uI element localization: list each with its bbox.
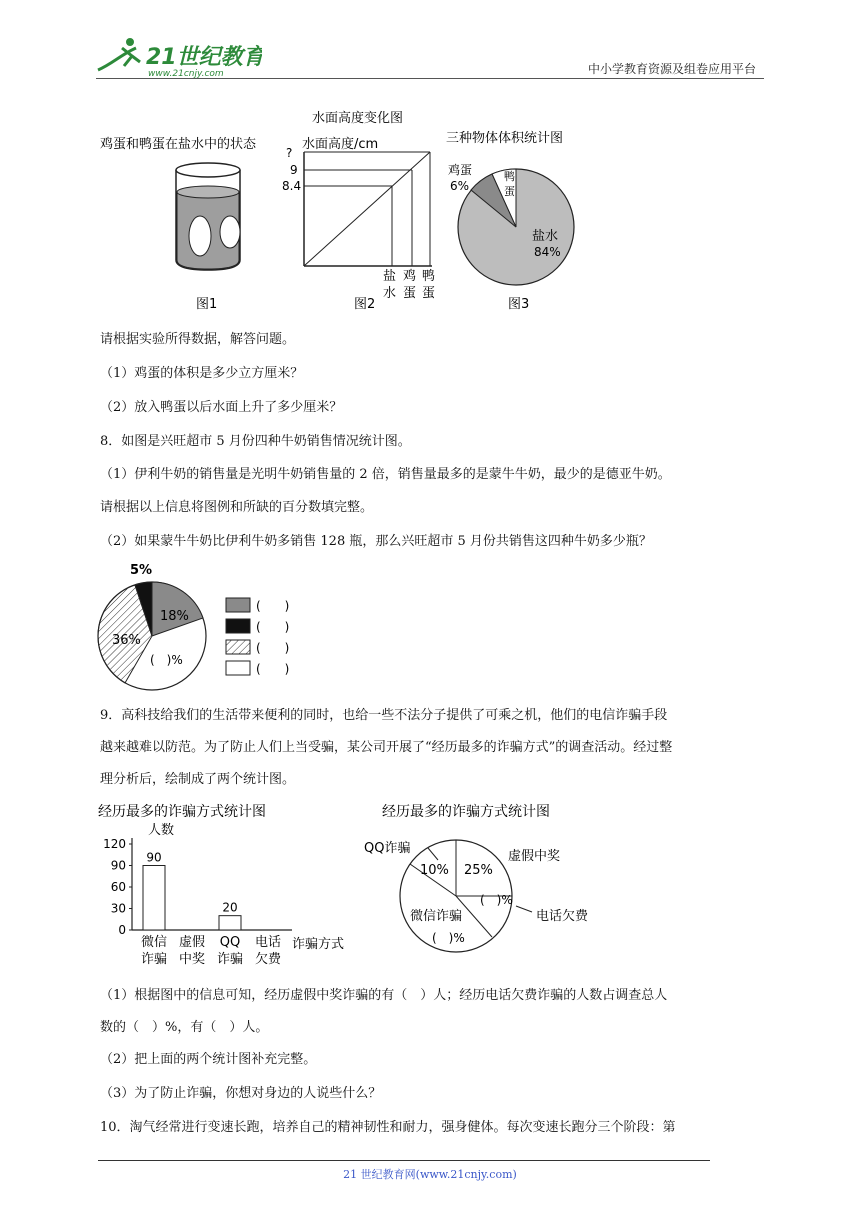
fig3-caption: 图3 [508,297,530,312]
volume-pie [458,169,574,285]
milk-legend-1: ( ) [256,599,290,613]
q7-sub2: （2）放入鸭蛋以后水面上升了多少厘米？ [100,400,343,415]
fig2-xlabel-duck-1: 鸭 [422,269,436,284]
q7-sub1: （1）鸡蛋的体积是多少立方厘米？ [100,366,304,381]
fig2-xlabel-salt-2: 水 [383,286,397,301]
q9-line1: 9．高科技给我们的生活带来便利的同时，也给一些不法分子提供了可乘之机，他们的电信诈骗手段 [100,708,668,723]
bar-y-tick-label: 0 [118,923,126,937]
bar-category-label: 电话 [254,935,282,950]
q9-line2: 越来越难以防范。为了防止人们上当受骗，某公司开展了“经历最多的诈骗方式”的调查活动。经过整 [100,740,673,755]
experiment-figures [96,100,616,320]
bar-mark [143,866,165,931]
bar-marks [141,851,282,968]
logo [92,34,262,80]
fig2-xlabel-duck-2: 蛋 [422,286,436,301]
milk-legend [226,598,289,676]
fig2-title: 水面高度变化图 [312,111,404,126]
bar-value-label: 20 [222,900,238,915]
q9-sub1b: 数的（ ）%，有（ ）人。 [100,1020,269,1035]
header-rule [96,78,764,79]
bar-y-tick-label: 90 [110,858,126,873]
fig3-title: 三种物体体积统计图 [446,131,564,146]
logo-url: www.21cnjy.com [148,69,224,79]
q9-sub2: （2）把上面的两个统计图补充完整。 [100,1052,317,1067]
q8-line1: 8．如图是兴旺超市 5 月份四种牛奶销售情况统计图。 [100,434,411,449]
water-level-graph [304,152,432,266]
milk-legend-4: ( ) [256,662,290,676]
fig2-xlabel-salt-1: 盐 [383,269,397,284]
fraud-charts [96,796,616,976]
bar-ylabel: 人数 [148,823,175,838]
q7-intro: 请根据实验所得数据，解答问题。 [100,332,296,347]
pie-label-prize: 虚假中奖 [508,849,561,864]
pie-title: 经历最多的诈骗方式统计图 [382,804,550,820]
pie-value-prize: 25% [464,863,493,878]
q9-line3: 理分析后，绘制成了两个统计图。 [100,772,296,787]
pie-value-phone: ( )% [480,893,513,907]
q8-line4: （2）如果蒙牛牛奶比伊利牛奶多销售 128 瓶，那么兴旺超市 5 月份共销售这四种牛奶多少瓶？ [100,534,652,549]
bar-title: 经历最多的诈骗方式统计图 [98,804,266,820]
milk-legend-3: ( ) [256,641,290,655]
header-platform-text: 中小学教育资源及组卷应用平台 [587,62,756,76]
fig3-label-duck-1: 鸭 [504,170,515,183]
fig2-ylabel: 水面高度/cm [302,137,379,152]
pie-value-wechat: ( )% [432,931,465,945]
bar-xlabel: 诈骗方式 [292,937,345,952]
pie-label-phone: 电话欠费 [536,909,589,924]
fig3-label-egg: 鸡蛋 [448,163,473,177]
bar-category-label: QQ [219,935,241,950]
beaker-illustration [176,163,240,270]
fig1-title: 鸡蛋和鸭蛋在盐水中的状态 [100,137,257,152]
bar-y-tick-label: 60 [110,880,126,894]
fig2-xlabel-egg-2: 蛋 [403,286,417,301]
fig2-ytick-9: 9 [290,163,298,177]
fig1-caption: 图1 [196,297,218,312]
milk-legend-2: ( ) [256,620,290,634]
q8-line3: 请根据以上信息将图例和所缺的百分数填完整。 [100,500,374,515]
q9-sub3: （3）为了防止诈骗，你想对身边的人说些什么？ [100,1086,382,1101]
fig2-caption: 图2 [354,297,376,312]
footer-text: 21 世纪教育网(www.21cnjy.com) [343,1168,517,1181]
q8-line2: （1）伊利牛奶的销售量是光明牛奶销售量的 2 倍，销售量最多的是蒙牛牛奶，最少的是德亚牛奶。 [100,467,671,482]
fig3-value-egg: 6% [450,179,470,193]
bar-category-label: 欠费 [254,952,282,967]
bar-category-label: 诈骗 [140,952,168,967]
q9-sub1a: （1）根据图中的信息可知，经历虚假中奖诈骗的有（ ）人；经历电话欠费诈骗的人数占调查总人 [100,988,668,1003]
pie-label-wechat: 微信诈骗 [410,909,463,924]
bar-value-label: 90 [146,850,162,865]
bar-axes [103,837,292,937]
milk-label-5: 5% [130,563,153,578]
bar-y-tick-label: 30 [110,901,126,916]
pie-label-qq: QQ诈骗 [364,841,411,856]
milk-label-36: 36% [112,633,141,648]
bar-mark [219,916,241,930]
fig3-label-salt: 盐水 [532,229,559,244]
logo-main: 21世纪教育 [146,45,262,70]
fig2-ytick-84: 8.4 [282,179,302,193]
bar-category-label: 微信 [140,935,168,950]
milk-label-blank: ( )% [150,653,183,667]
bar-category-label: 虚假 [178,935,206,950]
fig3-label-duck-2: 蛋 [504,185,515,198]
milk-sales-figure [96,556,356,696]
bar-category-label: 诈骗 [216,952,244,967]
fig2-ytick-q: ? [286,146,293,160]
pie-value-qq: 10% [420,863,449,878]
q10-line1: 10．淘气经常进行变速长跑，培养自己的精神韧性和耐力，强身健体。每次变速长跑分三个阶段：第 [100,1120,676,1135]
footer-rule [98,1160,710,1161]
fig2-xlabel-egg-1: 鸡 [403,269,417,284]
bar-category-label: 中奖 [178,952,206,967]
fig3-value-salt: 84% [534,245,561,259]
milk-label-18: 18% [160,609,189,624]
bar-y-tick-label: 120 [103,837,126,851]
